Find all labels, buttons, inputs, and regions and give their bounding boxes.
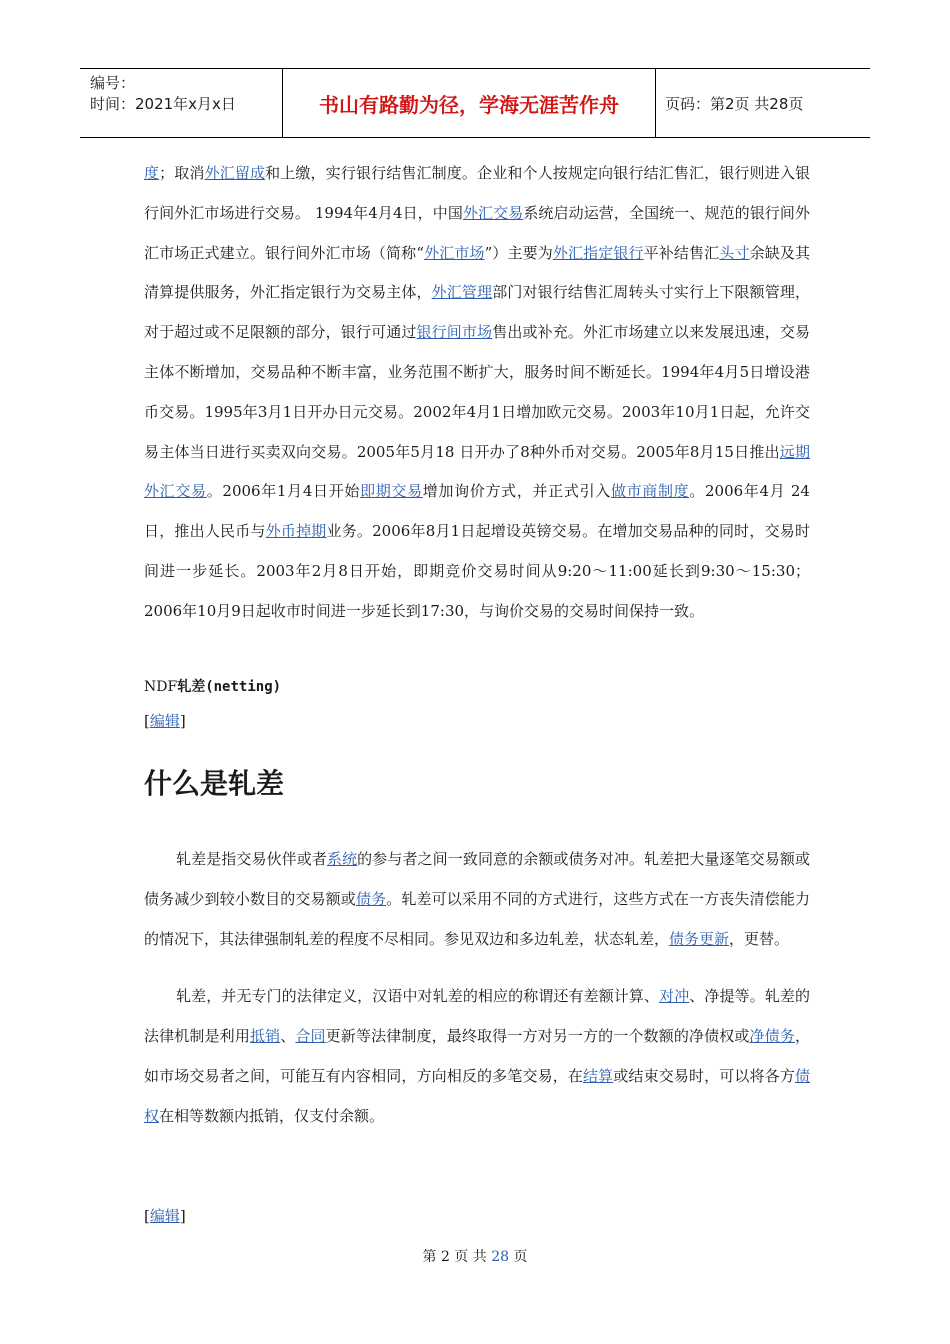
edit-button[interactable]: 编辑	[149, 712, 180, 730]
text-run: 、	[280, 1027, 296, 1046]
text-run: ”）主要为	[484, 243, 553, 262]
paragraph-netting-definition	[144, 840, 810, 959]
text-run: 业务。2006年8月1日起增设英镑交易。在增加交易品种的同时，交易时间进一步延长。2003年2月8日开始，即期竞价交易时间从9:20～11:00延长到9:30～15:30；2006年10月9日起收市时间进一步延长到17:30，与询价交易的交易时间保持一致。	[144, 522, 810, 620]
edit-section-link-2	[144, 1205, 186, 1226]
document-number-label: 编号：	[90, 74, 136, 92]
footer-suffix: 页	[509, 1249, 528, 1265]
link-yinhangjian-shichang[interactable]: 银行间市场	[416, 323, 493, 342]
paragraph-netting-legal	[144, 977, 810, 1136]
definition-section	[144, 840, 810, 1137]
text-run: 售出或补充。外汇市场建立以来发展迅速，交易主体不断增加，交易品种不断丰富，业务范围不断扩大，服务时间不断延长。1994年4月5日增设港币交易。1995年3月1日开办日元交易。2002年4月1日增加欧元交易。2003年10月1日起，允许交易主体当日进行买卖双向交易。2005年5月18 日开办了8种外币对交易。2005年8月15日推出	[144, 323, 810, 461]
bracket-open: [	[144, 1207, 150, 1225]
text-run: 。2006年1月4日开始	[206, 482, 361, 501]
body-content	[144, 154, 810, 632]
text-run: 平补结售汇	[643, 243, 720, 262]
edit-section-link-1	[144, 710, 186, 731]
link-duichong[interactable]: 对冲	[659, 987, 690, 1006]
link-zhaiwu[interactable]: 债务	[355, 889, 387, 908]
edit-button[interactable]: 编辑	[149, 1207, 180, 1225]
link-zhaiwu-gengxin[interactable]: 债务更新	[669, 929, 730, 948]
text-run: ，更替。	[729, 929, 790, 948]
text-run: 轧差，并无专门的法律定义，汉语中对轧差的相应的称谓还有差额计算、	[176, 987, 660, 1006]
link-jiqi-jiaoyi[interactable]: 即期交易	[360, 482, 423, 501]
netting-prefix: NDF	[144, 679, 178, 695]
text-run: 系统启动运营，全国统一、规范的银行间外汇市场正式建立。银行间外汇市场（简称“	[144, 203, 810, 262]
text-run: 在相等数额内抵销，仅支付余额。	[159, 1106, 385, 1125]
paragraph-forex-history	[144, 154, 810, 632]
link-waihui-zhiding-yinhang[interactable]: 外汇指定银行	[552, 243, 644, 262]
link-jing-zhaiwu[interactable]: 净债务	[749, 1027, 795, 1046]
footer-prefix: 第 2 页 共	[422, 1249, 492, 1265]
netting-title: 轧差(netting)	[177, 679, 282, 695]
link-du[interactable]: 度	[144, 164, 160, 182]
text-run: 或结束交易时，可以将各方	[613, 1066, 795, 1085]
link-xitong[interactable]: 系统	[326, 850, 358, 868]
netting-heading	[144, 676, 281, 696]
text-run: 。2006年4月 24日，推出人民币与	[144, 482, 810, 541]
text-run: 部门对银行结售汇周转头寸实行上下限额管理，对于超过或不足限额的部分，银行可通过	[144, 283, 810, 342]
page-footer	[0, 1246, 950, 1266]
bracket-close: ]	[179, 712, 186, 730]
link-toucun[interactable]: 头寸	[719, 243, 750, 262]
link-hetong[interactable]: 合同	[295, 1027, 326, 1046]
header-meta	[80, 69, 282, 137]
link-waihui-liucheng[interactable]: 外汇留成	[204, 164, 266, 182]
text-run: 。轧差可以采用不同的方式进行，这些方式在一方丧失清偿能力的情况下，其法律强制轧差的程度不尽相同。参见双边和多边轧差，状态轧差，	[144, 889, 810, 948]
bracket-open: [	[144, 712, 150, 730]
header-page-number: 页码：第2页 共28页	[665, 94, 804, 113]
link-jiesuan[interactable]: 结算	[583, 1066, 614, 1085]
link-yuanqi-waihui-jiaoyi[interactable]: 远期外汇交易	[144, 442, 810, 501]
page-header	[80, 68, 870, 138]
link-waihui-shichang[interactable]: 外汇市场	[423, 243, 485, 262]
document-time-label: 时间：2021年x月x日	[90, 95, 236, 113]
link-dixiao[interactable]: 抵销	[249, 1027, 281, 1046]
text-run: 轧差是指交易伙伴或者	[176, 850, 327, 868]
text-run: 更新等法律制度，最终取得一方对另一方的一个数额的净债权或	[325, 1027, 750, 1046]
text-run: 增加询价方式，并正式引入	[422, 482, 611, 501]
link-waihui-jiaoyi[interactable]: 外汇交易	[462, 203, 524, 222]
text-run: 和上缴，实行银行结售汇制度。企业和个人按规定向银行结汇售汇，银行则进入银行间外汇市场进行交易。 1994年4月4日，中国	[144, 164, 810, 222]
text-run: 、净提等。轧差的法律机制是利用	[144, 987, 810, 1046]
link-zuoshishang-zhidu[interactable]: 做市商制度	[610, 482, 690, 501]
text-run: 余缺及其清算提供服务，外汇指定银行为交易主体，	[144, 243, 810, 302]
text-run: 的参与者之间一致同意的余额或债务对冲。轧差把大量逐笔交易额或债务减少到较小数目的交易额或	[144, 850, 810, 908]
section-title: 什么是轧差	[144, 767, 285, 800]
footer-total-pages: 28	[491, 1249, 510, 1265]
text-run: ；取消	[159, 164, 205, 182]
header-motto: 书山有路勤为径，学海无涯苦作舟	[282, 69, 656, 137]
text-run: ，如市场交易者之间，可能互有内容相同，方向相反的多笔交易，在	[144, 1027, 810, 1085]
link-waihui-guanli[interactable]: 外汇管理	[431, 283, 493, 302]
link-zhaiquan[interactable]: 债权	[144, 1066, 810, 1125]
link-waibi-diaoqi[interactable]: 外币掉期	[265, 522, 327, 541]
bracket-close: ]	[179, 1207, 186, 1225]
